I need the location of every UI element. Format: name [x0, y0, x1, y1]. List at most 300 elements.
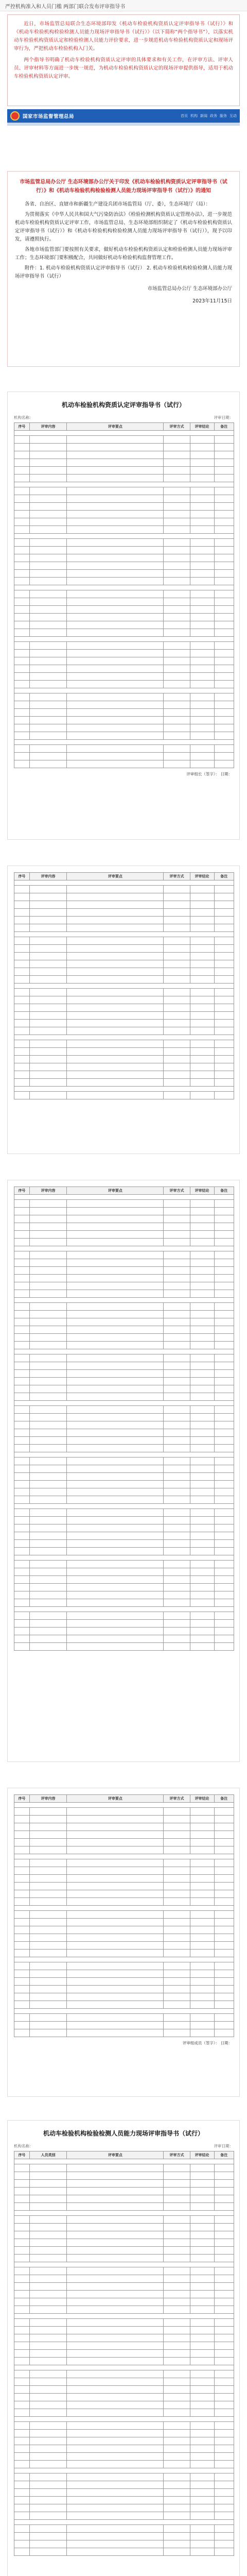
table-row	[14, 2342, 234, 2350]
table-cell	[190, 2224, 214, 2231]
table-row	[14, 1035, 234, 1040]
table-cell	[190, 2386, 214, 2394]
table-cell	[214, 1282, 234, 1290]
table-cell	[14, 924, 30, 932]
table-cell	[214, 1275, 234, 1282]
table-row	[14, 701, 234, 709]
table-cell	[14, 2001, 30, 2009]
table-cell	[164, 968, 190, 976]
table-cell	[164, 917, 190, 924]
table-cell	[14, 953, 30, 960]
table-cell	[29, 2378, 67, 2386]
table-cell	[29, 989, 67, 996]
table-cell	[214, 1831, 234, 1839]
table-cell	[190, 1548, 214, 1555]
table-cell	[14, 932, 234, 937]
table-cell	[14, 1926, 30, 1934]
table-cell	[14, 2504, 30, 2512]
table-cell	[214, 1012, 234, 1020]
table-cell	[29, 2298, 67, 2306]
table-cell	[29, 2231, 67, 2239]
table-cell	[190, 1326, 214, 1334]
table-row	[14, 1215, 234, 1223]
site-nav-item[interactable]: 首页	[181, 114, 188, 118]
table-cell	[67, 1267, 164, 1275]
table-cell	[67, 945, 164, 953]
table-cell	[214, 1465, 234, 1473]
table-cell	[14, 1354, 30, 1362]
table-cell	[214, 2172, 234, 2180]
table-cell	[29, 2540, 67, 2548]
table-cell	[14, 1890, 30, 1898]
table-cell	[67, 598, 164, 606]
table-cell	[214, 2533, 234, 2540]
table-row	[14, 2159, 234, 2164]
table-cell	[14, 1555, 234, 1561]
table-cell	[29, 1267, 67, 1275]
table-cell	[14, 1993, 30, 2001]
table-row	[14, 2473, 234, 2481]
table-cell	[164, 2497, 190, 2504]
table-cell	[214, 2239, 234, 2247]
table-cell	[67, 2350, 164, 2358]
table-header-cell: 备注	[214, 1795, 234, 1803]
table-cell	[190, 2370, 214, 2378]
table-cell	[190, 1092, 214, 1099]
table-cell	[67, 909, 164, 917]
table-cell	[67, 503, 164, 511]
table-cell	[29, 924, 67, 932]
table-cell	[190, 1970, 214, 1978]
table-cell	[190, 503, 214, 511]
table-cell	[164, 2350, 190, 2358]
table-cell	[190, 893, 214, 901]
table-cell	[67, 1437, 164, 1445]
table-cell	[214, 2504, 234, 2512]
table-cell	[164, 2022, 190, 2029]
table-cell	[14, 745, 30, 753]
table-row	[14, 1349, 234, 1354]
site-nav-item[interactable]: 政务	[210, 114, 217, 118]
table-cell	[14, 534, 234, 539]
table-cell	[29, 1875, 67, 1883]
table-cell	[164, 2461, 190, 2468]
table-cell	[14, 1385, 30, 1393]
table-row	[14, 2540, 234, 2548]
table-cell	[67, 1200, 164, 1208]
table-cell	[14, 1215, 30, 1223]
table-cell	[164, 1342, 190, 1349]
table-cell	[29, 614, 67, 621]
table-cell	[214, 901, 234, 909]
table-cell	[164, 1311, 190, 1318]
table-cell	[214, 1846, 234, 1854]
table-cell	[214, 1934, 234, 1942]
table-cell	[67, 2497, 164, 2504]
table-cell	[29, 2548, 67, 2556]
table-cell	[214, 709, 234, 717]
table-cell	[29, 724, 67, 732]
table-cell	[14, 1445, 30, 1452]
table-cell	[67, 1208, 164, 1215]
table-cell	[67, 1808, 164, 1816]
table-cell	[214, 2422, 234, 2430]
table-cell	[29, 511, 67, 518]
table-cell	[14, 1906, 234, 1911]
table-cell	[67, 2195, 164, 2203]
table-cell	[164, 2358, 190, 2365]
table-cell	[14, 1628, 30, 1635]
table-cell	[190, 2275, 214, 2283]
table-cell	[164, 2216, 190, 2224]
table-cell	[67, 650, 164, 657]
table-cell	[214, 562, 234, 570]
table-cell	[29, 1092, 67, 1099]
table-cell	[190, 1839, 214, 1846]
table-cell	[14, 2350, 30, 2358]
table-cell	[214, 1993, 234, 2001]
table-row	[14, 2358, 234, 2365]
table-cell	[29, 474, 67, 482]
table-cell	[29, 1919, 67, 1926]
table-cell	[190, 996, 214, 1004]
table-cell	[164, 1429, 190, 1437]
table-cell	[190, 1950, 214, 1957]
official-notice	[7, 171, 240, 367]
table-cell	[67, 1275, 164, 1282]
table-cell	[29, 2239, 67, 2247]
table-cell	[214, 701, 234, 709]
table-row	[14, 598, 234, 606]
table-row	[14, 1962, 234, 1970]
site-nav-item[interactable]: 机构	[190, 114, 198, 118]
table-cell	[67, 1524, 164, 1532]
table-cell	[190, 621, 214, 629]
table-row	[14, 2445, 234, 2453]
table-row	[14, 681, 234, 688]
table-cell	[67, 1612, 164, 1620]
table-cell	[14, 1326, 30, 1334]
table-cell	[190, 1584, 214, 1591]
table-row	[14, 1839, 234, 1846]
table-cell	[190, 1620, 214, 1628]
table-cell	[190, 976, 214, 984]
table-cell	[214, 893, 234, 901]
table-row	[14, 2422, 234, 2430]
table-cell	[67, 1942, 164, 1950]
table-cell	[190, 2001, 214, 2009]
table-cell	[190, 570, 214, 578]
table-cell	[214, 1911, 234, 1919]
table-cell	[67, 2164, 164, 2172]
table-cell	[214, 1808, 234, 1816]
table-cell	[164, 2327, 190, 2334]
table-cell	[190, 1275, 214, 1282]
table-cell	[164, 1303, 190, 1311]
table-cell	[190, 1311, 214, 1318]
table-cell	[29, 1056, 67, 1063]
site-nav-item[interactable]: 服务	[220, 114, 227, 118]
table-cell	[67, 901, 164, 909]
table-cell	[67, 2224, 164, 2231]
table-cell	[67, 2029, 164, 2037]
table-cell	[29, 960, 67, 968]
table-row	[14, 614, 234, 621]
table-row	[14, 1004, 234, 1012]
table-cell	[14, 2334, 30, 2342]
table-cell	[214, 1445, 234, 1452]
table-cell	[190, 1986, 214, 1993]
table-row	[14, 2533, 234, 2540]
table-cell	[67, 1414, 164, 1421]
table-cell	[29, 590, 67, 598]
table-cell	[190, 2014, 214, 2022]
table-cell	[14, 2401, 30, 2409]
table-cell	[164, 673, 190, 681]
table-cell	[67, 629, 164, 637]
table-cell	[67, 1950, 164, 1957]
table-row	[14, 1635, 234, 1643]
table-cell	[214, 554, 234, 562]
table-row	[14, 1473, 234, 1481]
table-row	[14, 2350, 234, 2358]
table-cell	[29, 1048, 67, 1056]
table-cell	[164, 2525, 190, 2533]
table-cell	[164, 1978, 190, 1986]
table-cell	[67, 1934, 164, 1942]
table-cell	[29, 1231, 67, 1239]
table-row	[14, 1607, 234, 1612]
table-cell	[214, 1071, 234, 1079]
table-cell	[29, 2195, 67, 2203]
table-cell	[190, 1342, 214, 1349]
table-cell	[29, 1481, 67, 1488]
table-cell	[190, 1591, 214, 1599]
table-cell	[29, 503, 67, 511]
meta-date-label: 评审日期：	[214, 415, 233, 420]
table-cell	[29, 487, 67, 495]
table-cell	[14, 1854, 234, 1859]
table-cell	[67, 1458, 164, 1465]
table-cell	[29, 436, 67, 444]
table-row	[14, 2489, 234, 2497]
table-cell	[14, 629, 30, 637]
table-cell	[29, 570, 67, 578]
table-cell	[214, 2386, 234, 2394]
table-cell	[190, 2533, 214, 2540]
table-cell	[29, 650, 67, 657]
table-cell	[14, 1429, 30, 1437]
table-cell	[164, 2283, 190, 2291]
table-row	[14, 1401, 234, 1406]
table-row	[14, 1986, 234, 1993]
table-cell	[67, 2358, 164, 2365]
table-cell	[29, 1378, 67, 1385]
table-row	[14, 1517, 234, 1524]
table-cell	[190, 2401, 214, 2409]
table-cell	[214, 2342, 234, 2350]
table-cell	[14, 886, 30, 893]
table-cell	[164, 1620, 190, 1628]
table-cell	[164, 1079, 190, 1087]
table-header-cell: 评审内容	[29, 1795, 67, 1803]
table-cell	[14, 732, 30, 740]
table-row	[14, 1020, 234, 1027]
table-row	[14, 717, 234, 724]
table-cell	[67, 917, 164, 924]
table-cell	[164, 459, 190, 467]
table-cell	[67, 1311, 164, 1318]
table-cell	[214, 1635, 234, 1643]
table-cell	[214, 2437, 234, 2445]
table-cell	[29, 1808, 67, 1816]
table-cell	[29, 547, 67, 554]
table-cell	[14, 1223, 30, 1231]
table-cell	[29, 1620, 67, 1628]
table-cell	[190, 1251, 214, 1259]
table-cell	[214, 2291, 234, 2298]
table-cell	[67, 2022, 164, 2029]
table-cell	[14, 2342, 30, 2350]
table-cell	[67, 1473, 164, 1481]
site-nav-item[interactable]: 互动	[230, 114, 237, 118]
table-cell	[29, 893, 67, 901]
table-cell	[214, 657, 234, 665]
table-cell	[29, 2350, 67, 2358]
table-row	[14, 518, 234, 526]
table-cell	[214, 732, 234, 740]
meta-institution-label: 机构名称：	[14, 2144, 33, 2148]
table-cell	[164, 732, 190, 740]
table-cell	[14, 2417, 234, 2422]
table-cell	[67, 2291, 164, 2298]
table-cell	[164, 2512, 190, 2520]
table-cell	[14, 1362, 30, 1370]
table-cell	[14, 614, 30, 621]
table-cell	[214, 2481, 234, 2489]
table-row	[14, 2022, 234, 2029]
table-cell	[164, 1040, 190, 1048]
table-cell	[214, 1481, 234, 1488]
table-cell	[164, 1027, 190, 1035]
table-cell	[214, 1079, 234, 1087]
table-cell	[29, 1458, 67, 1465]
table-cell	[67, 924, 164, 932]
table-cell	[190, 924, 214, 932]
table-cell	[190, 1808, 214, 1816]
site-nav-item[interactable]: 新闻	[200, 114, 207, 118]
table-cell	[14, 2022, 30, 2029]
table-cell	[29, 2512, 67, 2520]
table-cell	[214, 1926, 234, 1934]
table-cell	[29, 1326, 67, 1334]
table-cell	[164, 487, 190, 495]
table-cell	[14, 937, 30, 945]
table-cell	[67, 2525, 164, 2533]
table-cell	[190, 1056, 214, 1063]
table-cell	[14, 1421, 30, 1429]
table-cell	[29, 2461, 67, 2468]
table-cell	[14, 673, 30, 681]
table-cell	[214, 717, 234, 724]
table-cell	[164, 2548, 190, 2556]
table-cell	[164, 1808, 190, 1816]
table-cell	[164, 1378, 190, 1385]
table-cell	[29, 1890, 67, 1898]
table-row	[14, 709, 234, 717]
table-cell	[164, 598, 190, 606]
table-row	[14, 2497, 234, 2504]
table-cell	[214, 673, 234, 681]
table-row	[14, 1504, 234, 1509]
table-cell	[214, 1919, 234, 1926]
table-cell	[190, 2350, 214, 2358]
table-cell	[67, 886, 164, 893]
table-row	[14, 688, 234, 693]
intro-paragraph-1: 近日，市场监管总局联合生态环境部印发《机动车检验机构资质认定评审指导书（试行）》和《机动车检验机构检验检测人员能力现场评审指导书（试行）》（以下简称“两个指导书”），以落实机动车检验机构资质认定和检验检测人员能力评价要求，进一步规范机动车检验机构资质认定和现场评审行为，严把机动车检验机构入门关。	[14, 21, 233, 52]
table-row	[14, 2437, 234, 2445]
table-cell	[14, 996, 30, 1004]
table-cell	[67, 2298, 164, 2306]
table-row	[14, 901, 234, 909]
table-row	[14, 745, 234, 753]
table-cell	[67, 1839, 164, 1846]
table-cell	[164, 2540, 190, 2548]
table-cell	[29, 2504, 67, 2512]
review-table	[14, 1794, 234, 2037]
table-cell	[14, 1970, 30, 1978]
table-row	[14, 2172, 234, 2180]
table-cell	[214, 1378, 234, 1385]
table-cell	[29, 673, 67, 681]
table-cell	[164, 1846, 190, 1854]
table-cell	[214, 665, 234, 673]
table-cell	[29, 598, 67, 606]
table-cell	[14, 1092, 30, 1099]
table-cell	[190, 1576, 214, 1584]
table-cell	[14, 2319, 30, 2327]
table-cell	[14, 1942, 30, 1950]
table-cell	[14, 1027, 30, 1035]
table-cell	[190, 1223, 214, 1231]
table-cell	[214, 590, 234, 598]
table-cell	[14, 1496, 30, 1504]
table-cell	[14, 2520, 234, 2525]
table-cell	[14, 2512, 30, 2520]
table-cell	[29, 701, 67, 709]
table-header-row	[14, 2151, 234, 2159]
table-cell	[164, 2319, 190, 2327]
table-cell	[214, 1867, 234, 1875]
table-cell	[190, 1290, 214, 1298]
table-row	[14, 2409, 234, 2417]
table-cell	[14, 945, 30, 953]
table-cell	[190, 2342, 214, 2350]
table-cell	[14, 2275, 30, 2283]
table-row	[14, 724, 234, 732]
table-row	[14, 1591, 234, 1599]
table-cell	[164, 1071, 190, 1079]
table-row	[14, 1267, 234, 1275]
table-cell	[190, 2378, 214, 2386]
table-cell	[14, 2525, 30, 2533]
table-cell	[14, 2445, 30, 2453]
table-cell	[164, 2255, 190, 2262]
table-row	[14, 2504, 234, 2512]
table-row	[14, 606, 234, 614]
table-cell	[14, 1540, 30, 1548]
table-cell	[29, 2180, 67, 2188]
